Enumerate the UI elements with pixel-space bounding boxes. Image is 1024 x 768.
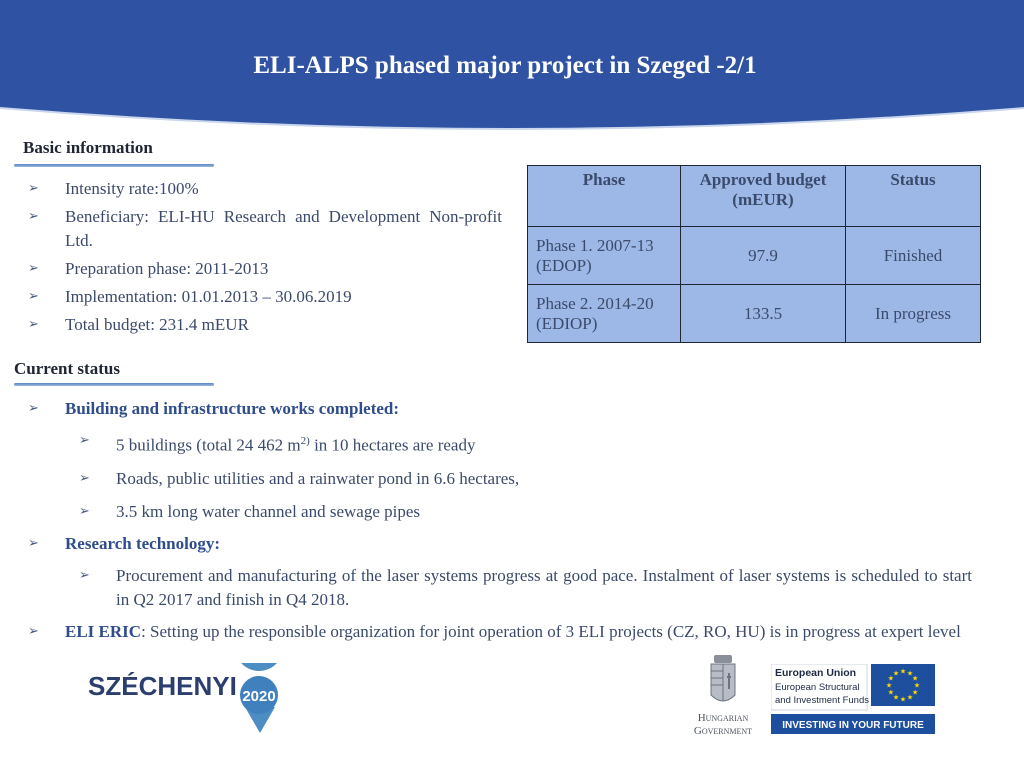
table-header-budget: Approved budget (mEUR) bbox=[681, 166, 846, 227]
table-cell-budget: 97.9 bbox=[681, 227, 846, 285]
list-item: ➢ Implementation: 01.01.2013 – 30.06.2019 bbox=[28, 285, 502, 309]
list-item: ➢ Preparation phase: 2011-2013 bbox=[28, 257, 502, 281]
arrow-bullet-icon: ➢ bbox=[28, 623, 39, 639]
list-item: ➢ 3.5 km long water channel and sewage pipes bbox=[28, 500, 972, 524]
szechenyi-text: SZÉCHENYI bbox=[88, 671, 237, 701]
eu-line1: European Union bbox=[775, 667, 857, 679]
header-banner bbox=[0, 0, 1024, 140]
arrow-bullet-icon: ➢ bbox=[28, 181, 39, 196]
table-cell-status: Finished bbox=[846, 227, 981, 285]
current-status-rule bbox=[14, 383, 214, 386]
eu-star-icon: ★ bbox=[913, 681, 921, 690]
eu-star-icon: ★ bbox=[885, 681, 893, 690]
table-cell-status: In progress bbox=[846, 285, 981, 343]
list-item: ➢ ELI ERIC: Setting up the responsible organization for joint operation of 3 ELI projects (CZ, RO, HU) is in progress at expert level bbox=[28, 620, 972, 644]
arrow-bullet-icon: ➢ bbox=[28, 535, 39, 551]
arrow-bullet-icon: ➢ bbox=[28, 317, 39, 332]
eu-line3: and Investment Funds bbox=[775, 695, 869, 706]
list-item: ➢ 5 buildings (total 24 462 $m^{2)}$ in 10 hectares are ready bbox=[28, 429, 972, 458]
table-header-status: Status bbox=[846, 166, 981, 227]
gov-line2: Government bbox=[693, 725, 753, 737]
table-header-row bbox=[528, 166, 981, 227]
table-header-phase: Phase bbox=[528, 166, 681, 227]
arrow-bullet-icon: ➢ bbox=[79, 567, 90, 583]
current-status-heading: Current status bbox=[14, 359, 120, 378]
phase-table bbox=[527, 165, 981, 343]
coat-of-arms-icon bbox=[711, 655, 735, 701]
list-item: ➢ Roads, public utilities and a rainwater pond in 6.6 hectares, bbox=[28, 467, 972, 491]
eu-star-icon: ★ bbox=[899, 667, 907, 676]
eu-star-icon: ★ bbox=[887, 674, 895, 683]
arrow-bullet-icon: ➢ bbox=[79, 503, 90, 519]
table-cell-budget: 133.5 bbox=[681, 285, 846, 343]
table-row bbox=[528, 285, 981, 343]
basic-info-rule bbox=[14, 164, 214, 167]
arrow-bullet-icon: ➢ bbox=[28, 261, 39, 276]
eu-star-icon: ★ bbox=[899, 695, 907, 704]
eu-star-icon: ★ bbox=[906, 669, 914, 678]
arrow-bullet-icon: ➢ bbox=[28, 209, 39, 224]
eu-banner: INVESTING IN YOUR FUTURE bbox=[782, 720, 924, 731]
list-item: ➢ Building and infrastructure works completed: bbox=[28, 397, 972, 421]
eu-star-icon: ★ bbox=[911, 674, 919, 683]
pin-icon bbox=[235, 663, 283, 671]
eu-star-icon: ★ bbox=[887, 688, 895, 697]
table-row bbox=[528, 227, 981, 285]
list-item: ➢ Intensity rate:100% bbox=[28, 177, 502, 201]
eu-line2: European Structural bbox=[775, 682, 860, 693]
szechenyi-year: 2020 bbox=[242, 688, 276, 705]
basic-info-heading: Basic information bbox=[23, 138, 153, 157]
hungarian-government-logo bbox=[683, 655, 763, 740]
eu-star-icon: ★ bbox=[911, 688, 919, 697]
arrow-bullet-icon: ➢ bbox=[28, 289, 39, 304]
list-item: ➢ Procurement and manufacturing of the laser systems progress at good pace. Instalment of laser systems is scheduled to start in Q2 2017 and finish in Q4 2018. bbox=[79, 565, 972, 609]
eu-star-icon: ★ bbox=[892, 669, 900, 678]
list-item: ➢ Total budget: 231.4 mEUR bbox=[28, 313, 502, 337]
eu-star-icon: ★ bbox=[892, 693, 900, 702]
eu-funds-logo bbox=[771, 664, 935, 741]
gov-line1: Hungarian bbox=[697, 712, 749, 724]
list-item: ➢ Beneficiary: ELI-HU Research and Development Non-profit Ltd. bbox=[28, 207, 502, 250]
table-cell-phase: Phase 2. 2014-20 (EDIOP) bbox=[528, 285, 681, 343]
current-status-list bbox=[28, 397, 972, 644]
arrow-bullet-icon: ➢ bbox=[79, 433, 90, 448]
szechenyi-2020-logo bbox=[88, 663, 288, 738]
table-cell-phase: Phase 1. 2007-13 (EDOP) bbox=[528, 227, 681, 285]
eu-star-icon: ★ bbox=[906, 693, 914, 702]
page-title: ELI-ALPS phased major project in Szeged -2/1 bbox=[253, 52, 757, 79]
basic-info-list bbox=[28, 177, 502, 341]
arrow-bullet-icon: ➢ bbox=[28, 401, 39, 416]
list-item: ➢ Research technology: bbox=[28, 532, 972, 556]
arrow-bullet-icon: ➢ bbox=[79, 470, 90, 486]
